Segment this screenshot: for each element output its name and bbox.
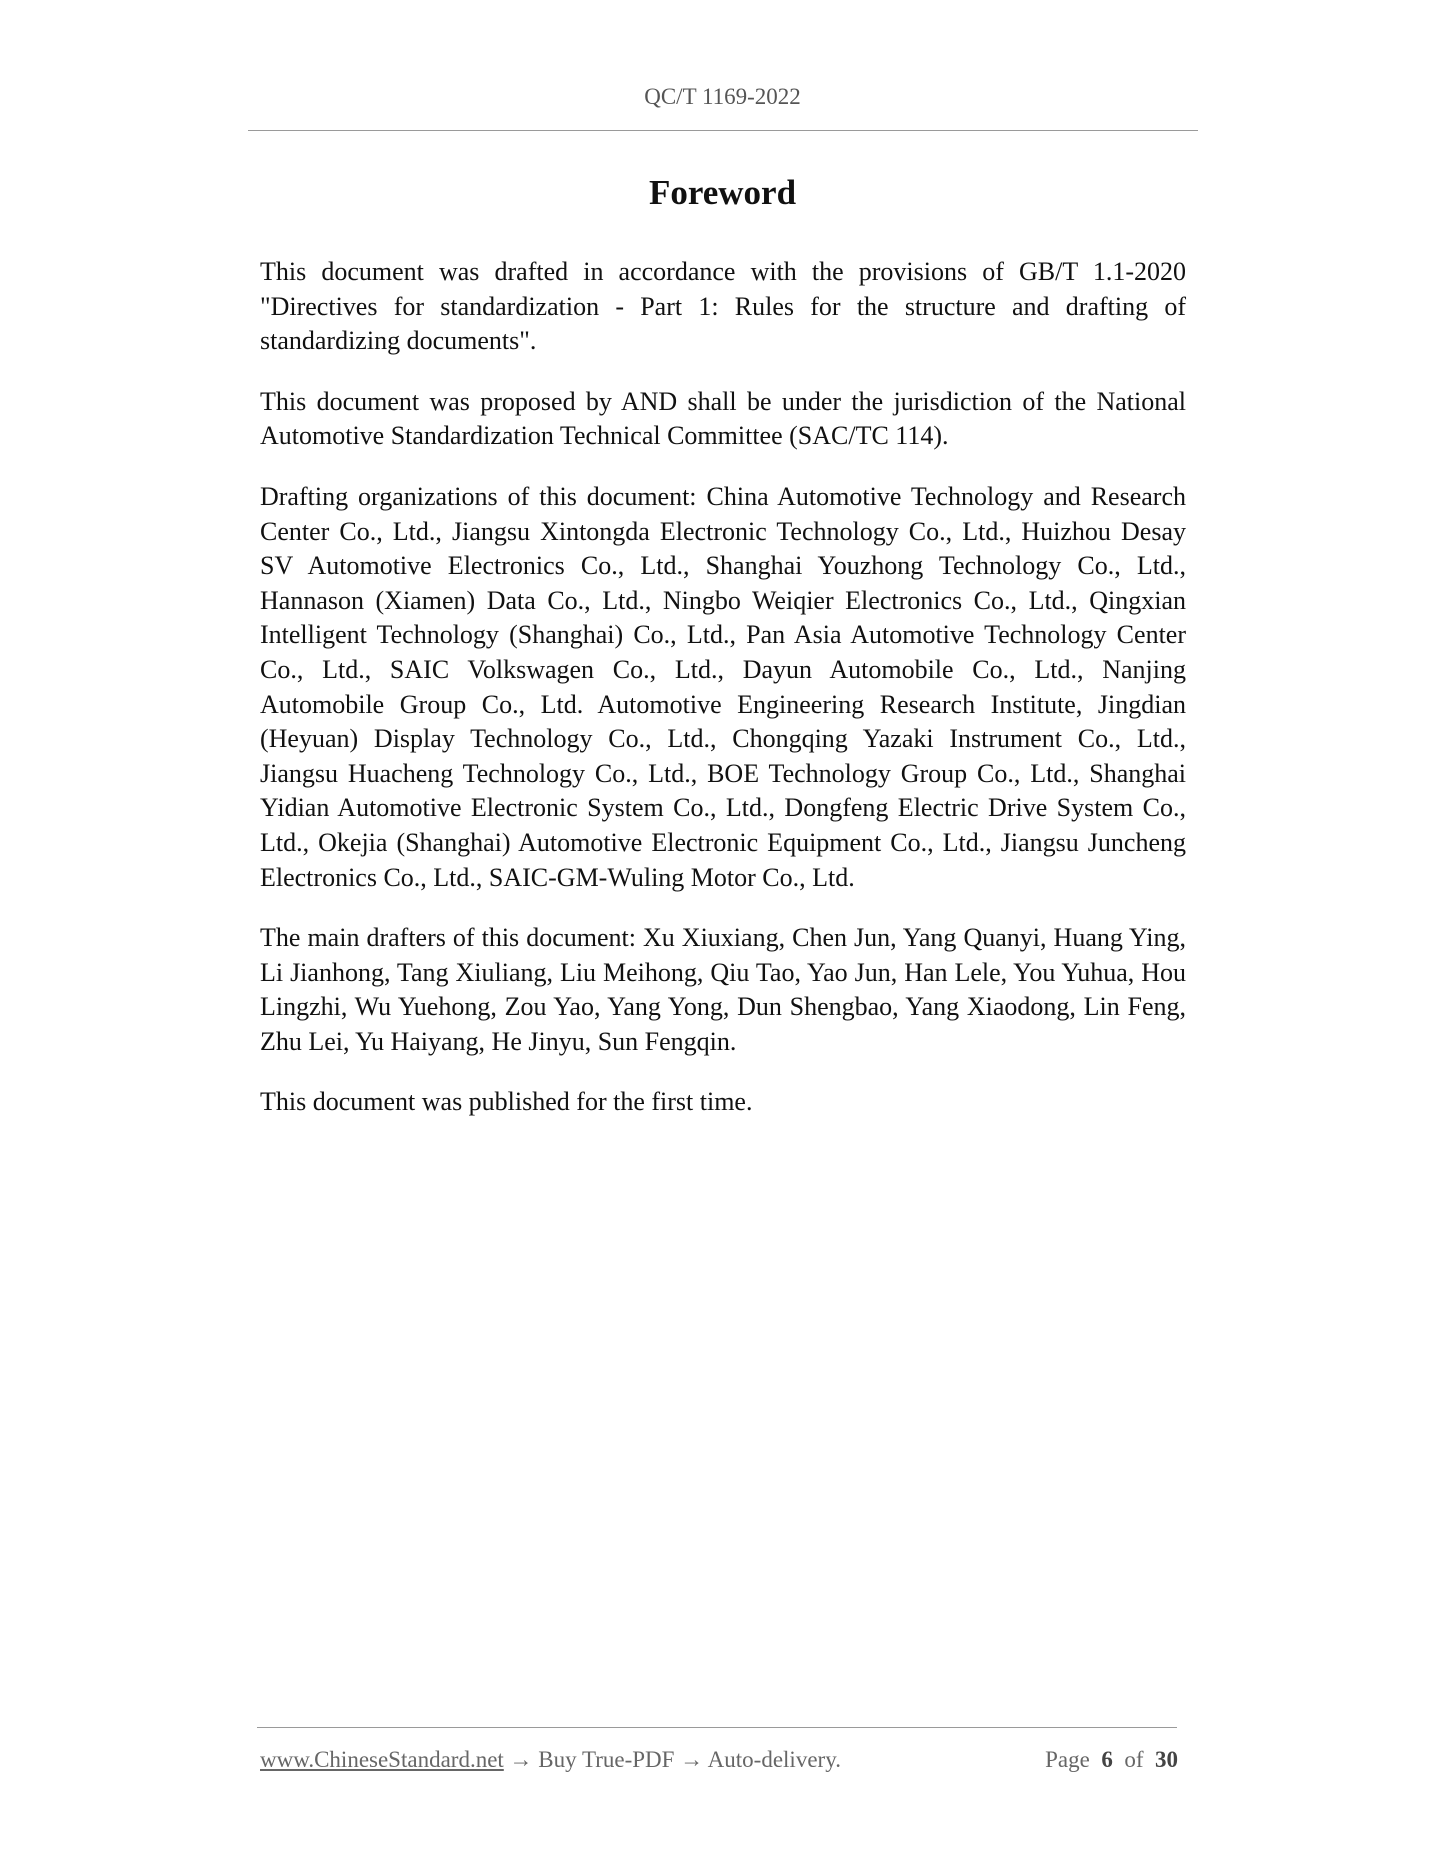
paragraph-first-publication: This document was published for the first time. — [260, 1087, 753, 1117]
paragraph-drafting-rules: This document was drafted in accordance with the provisions of GB/T 1.1-2020 "Directives for standardization - Part 1: Rules for the structure and drafting of standardizing documents". — [260, 257, 1186, 356]
page-indicator — [1045, 1747, 1178, 1773]
website-link[interactable]: www.ChineseStandard.net — [260, 1747, 504, 1772]
arrow-right-icon: → — [509, 1747, 533, 1772]
document-header-id: QC/T 1169-2022 — [644, 84, 801, 109]
footer-divider — [257, 1727, 1177, 1728]
buy-pdf-text: Buy True-PDF — [538, 1747, 675, 1772]
page-title: Foreword — [648, 173, 797, 212]
footer-promo — [260, 1747, 841, 1773]
auto-delivery-text: Auto-delivery. — [707, 1747, 841, 1772]
arrow-right-icon: → — [680, 1747, 704, 1772]
header-divider — [248, 130, 1198, 131]
paragraph-drafting-organizations: Drafting organizations of this document: China Automotive Technology and Research Center Co., Ltd., Jiangsu Xintongda Electronic Technology Co., Ltd., Huizhou Desay SV Automotive Electronics Co., Ltd., Shanghai Youzhong Technology Co., Ltd., Hannason (Xiamen) Data Co., Ltd., Ningbo Weiqier Electronics Co., Ltd., Qingxian Intelligent Technology (Shanghai) Co., Ltd., Pan Asia Automotive Technology Center Co., Ltd., SAIC Volkswagen Co., Ltd., Dayun Automobile Co., Ltd., Nanjing Automobile Group Co., Ltd. Automotive Engineering Research Institute, Jingdian (Heyuan) Display Technology Co., Ltd., Chongqing Yazaki Instrument Co., Ltd., Jiangsu Huacheng Technology Co., Ltd., BOE Technology Group Co., Ltd., Shanghai Yidian Automotive Electronic System Co., Ltd., Dongfeng Electric Drive System Co., Ltd., Okejia (Shanghai) Automotive Electronic Equipment Co., Ltd., Jiangsu Juncheng Electronics Co., Ltd., SAIC-GM-Wuling Motor Co., Ltd. — [260, 481, 1186, 892]
foreword-body — [260, 255, 1186, 1146]
page-label: Page — [1045, 1747, 1090, 1772]
total-pages-number: 30 — [1155, 1747, 1178, 1772]
paragraph-jurisdiction: This document was proposed by AND shall be under the jurisdiction of the National Automotive Standardization Technical Committee (SAC/TC 114). — [260, 386, 1186, 451]
current-page-number: 6 — [1101, 1747, 1113, 1772]
paragraph-main-drafters: The main drafters of this document: Xu Xiuxiang, Chen Jun, Yang Quanyi, Huang Ying, Li Jianhong, Tang Xiuliang, Liu Meihong, Qiu Tao, Yao Jun, Han Lele, You Yuhua, Hou Lingzhi, Wu Yuehong, Zou Yao, Yang Yong, Dun Shengbao, Yang Xiaodong, Lin Feng, Zhu Lei, Yu Haiyang, He Jinyu, Sun Fengqin. — [260, 923, 1186, 1056]
of-label: of — [1124, 1747, 1144, 1772]
